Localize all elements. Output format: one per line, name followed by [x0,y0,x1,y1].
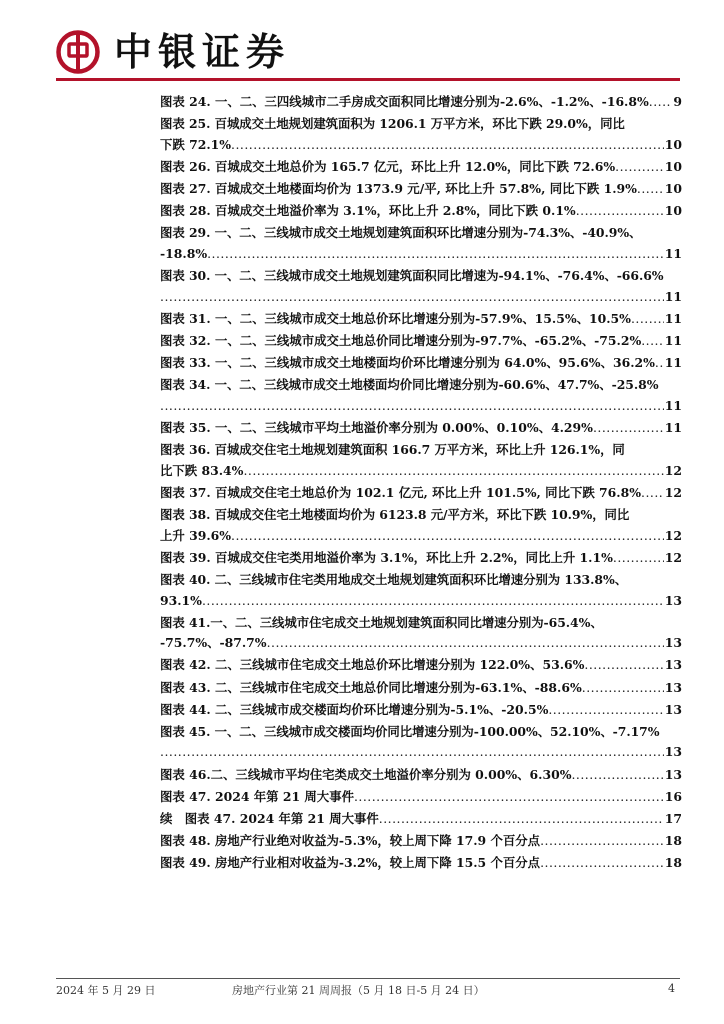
toc-entry[interactable] [160,157,682,178]
toc-entry-text: 图表 32. 一、二、三线城市成交土地总价同比增速分别为-97.7%、-65.2%、-75.2% [160,333,642,348]
toc-entry-text: 图表 35. 一、二、三线城市平均土地溢价率分别为 0.00%、0.10%、4.29% [160,420,593,436]
toc-entry-text: 图表 43. 二、三线城市住宅成交土地总价同比增速分别为-63.1%、-88.6% [160,679,582,695]
dot-leader [548,700,663,721]
toc-entry-text: 图表 33. 一、二、三线城市成交土地楼面均价环比增速分别为 64.0%、95.6%、36.2% [160,355,655,371]
toc-entry-line [160,331,682,352]
toc-entry-line [160,678,682,699]
toc-page-number: 10 [664,136,682,152]
toc-entry[interactable] [160,440,682,481]
toc-entry-line [160,700,682,721]
toc-entry[interactable] [160,700,682,721]
toc-page-number: 13 [664,635,682,651]
dot-leader [593,418,664,439]
toc-entry-text: 图表 46.二、三线城市平均住宅类成交土地溢价率分别为 0.00%、6.30% [160,766,572,782]
toc-entry[interactable] [160,331,682,352]
toc-entry-text: 图表 42. 二、三线城市住宅成交土地总价环比增速分别为 122.0%、53.6% [160,657,585,673]
toc-entry-line [160,591,682,612]
toc-entry-text: 图表 48. 房地产行业绝对收益为-5.3%，较上周下降 17.9 个百分点 [160,833,541,849]
footer-date: 2024 年 5 月 29 日 [56,984,156,997]
toc-page-number: 13 [664,701,682,717]
toc-entry-line [160,396,682,417]
toc-entry-line [160,548,682,569]
toc-entry[interactable] [160,613,682,654]
dot-leader [641,483,664,504]
toc-entry-text: 图表 25. 百城成交土地规划建筑面积为 1206.1 万平方米，环比下跌 29.0%，同比 [160,116,625,132]
toc-page-number: 12 [664,549,682,565]
dot-leader [582,678,664,699]
toc-entry[interactable] [160,831,682,852]
dot-leader [540,853,664,874]
toc-entry[interactable] [160,809,682,830]
toc-entry-text: 图表 41.一、二、三线城市住宅成交土地规划建筑面积同比增速分别为-65.4%、 [160,614,603,630]
toc-entry-text: -18.8% [160,245,208,261]
toc-page-number: 11 [664,355,682,371]
dot-leader [354,787,664,808]
toc-entry-text: 图表 24. 一、二、三四线城市二手房成交面积同比增速分别为-2.6%、-1.2%、-16.8% [160,94,649,109]
dot-leader [613,548,664,569]
toc-entry-text: 比下跌 83.4% [160,462,244,478]
toc-page-number: 13 [664,657,682,673]
dot-leader [615,157,664,178]
toc-entry[interactable] [160,787,682,808]
toc-page-number: 13 [664,744,682,760]
toc-entry[interactable] [160,92,682,113]
toc-entry-text: 图表 45. 一、二、三线城市成交楼面均价同比增速分别为-100.00%、52.10%、-7.17% [160,723,660,739]
toc-entry-text: 图表 27. 百城成交土地楼面均价为 1373.9 元/平, 环比上升 57.8%, 同比下跌 1.9% [160,181,637,197]
toc-entry-text: 图表 44. 二、三线城市成交楼面均价环比增速分别为-5.1%、-20.5% [160,701,549,717]
toc-entry-line [160,179,682,200]
toc-entry[interactable] [160,179,682,200]
toc-page-number: 9 [673,94,682,109]
toc-page-number: 11 [664,333,682,348]
toc-entry-text: 续 图表 47. 2024 年第 21 周大事件 [160,811,379,826]
toc-entry-text: 图表 39. 百城成交住宅类用地溢价率为 3.1%，环比上升 2.2%，同比上升 1.1% [160,549,613,565]
toc-entry-line [160,309,682,330]
toc-entry-text: 图表 38. 百城成交住宅土地楼面均价为 6123.8 元/平方米，环比下跌 10.9%，同比 [160,507,630,523]
toc-entry-line [160,201,682,222]
toc-entry[interactable] [160,548,682,569]
toc-entry-text: -75.7%、-87.7% [160,635,267,651]
table-of-figures [160,92,682,876]
dot-leader [655,353,664,374]
toc-entry-line [160,461,682,482]
toc-page-number: 10 [664,158,682,174]
toc-entry-line [160,287,682,308]
toc-page-number: 13 [664,592,682,608]
toc-entry-line [160,853,682,874]
dot-leader [267,633,664,654]
dot-leader [202,591,664,612]
toc-page-number: 13 [664,766,682,782]
dot-leader [379,809,664,830]
toc-page-number: 12 [664,527,682,543]
dot-leader [160,742,664,763]
dot-leader [243,461,663,482]
footer-report-title: 房地产行业第 21 周周报（5 月 18 日-5 月 24 日） [232,984,485,997]
toc-entry-text: 图表 29. 一、二、三线城市成交土地规划建筑面积环比增速分别为-74.3%、-40.9%、 [160,225,642,241]
brand-name: 中银证券 [114,30,291,74]
toc-entry-text: 图表 30. 一、二、三线城市成交土地规划建筑面积同比增速为-94.1%、-76.4%、-66.6% [160,268,664,284]
toc-entry-line [160,526,682,547]
toc-entry[interactable] [160,483,682,504]
dot-leader [649,92,673,113]
toc-entry-line [160,353,682,374]
toc-entry-text: 图表 40. 二、三线城市住宅类用地成交土地规划建筑面积环比增速分别为 133.8%、 [160,572,628,587]
toc-entry[interactable] [160,114,682,155]
toc-entry-text: 图表 36. 百城成交住宅土地规划建筑面积 166.7 万平方米，环比上升 126.1%，同 [160,442,625,458]
toc-page-number: 12 [664,484,682,500]
dot-leader [160,287,664,308]
toc-page-number: 11 [664,420,682,436]
toc-entry[interactable] [160,722,682,763]
toc-entry-text: 上升 39.6% [160,527,232,543]
toc-entry[interactable] [160,266,682,307]
toc-entry-text: 图表 49. 房地产行业相对收益为-3.2%，较上周下降 15.5 个百分点 [160,855,541,871]
dot-leader [540,831,664,852]
toc-entry[interactable] [160,505,682,546]
toc-entry[interactable] [160,655,682,676]
toc-entry[interactable] [160,375,682,416]
dot-leader [207,244,664,265]
toc-entry-text: 图表 37. 百城成交住宅土地总价为 102.1 亿元, 环比上升 101.5%, 同比下跌 76.8% [160,484,642,500]
toc-entry-text: 图表 31. 一、二、三线城市成交土地总价环比增速分别为-57.9%、15.5%、10.5% [160,310,631,326]
toc-page-number: 10 [664,203,682,219]
toc-entry[interactable] [160,309,682,330]
page-header [56,22,680,82]
toc-entry-line [160,418,682,439]
toc-page-number: 13 [664,679,682,695]
toc-entry[interactable] [160,853,682,874]
toc-page-number: 11 [664,310,682,326]
toc-entry[interactable] [160,570,682,611]
toc-entry[interactable] [160,678,682,699]
dot-leader [160,396,664,417]
toc-entry-line [160,765,682,786]
toc-entry-line [160,92,682,113]
toc-entry-text: 图表 26. 百城成交土地总价为 165.7 亿元，环比上升 12.0%，同比下跌 72.6% [160,158,616,174]
toc-entry-line [160,655,682,676]
toc-page-number: 11 [664,288,682,304]
toc-page-number: 18 [664,833,682,849]
dot-leader [584,655,663,676]
toc-page-number: 10 [664,181,682,197]
toc-page-number: 17 [664,811,682,826]
toc-entry[interactable] [160,765,682,786]
toc-page-number: 11 [664,245,682,261]
dot-leader [231,526,664,547]
toc-entry-text: 下跌 72.1% [160,136,232,152]
toc-page-number: 18 [664,855,682,871]
toc-entry-line [160,742,682,763]
toc-page-number: 16 [664,788,682,804]
toc-entry[interactable] [160,353,682,374]
toc-entry-line [160,787,682,808]
toc-page-number: 12 [664,462,682,478]
dot-leader [231,135,664,156]
header-rule [56,78,680,81]
toc-entry-text: 图表 47. 2024 年第 21 周大事件 [160,788,354,804]
footer-rule [56,978,680,979]
toc-entry-line [160,831,682,852]
toc-entry-line [160,809,682,830]
dot-leader [631,309,664,330]
toc-entry[interactable] [160,223,682,264]
toc-entry-text: 图表 28. 百城成交土地溢价率为 3.1%，环比上升 2.8%，同比下跌 0.1% [160,203,576,219]
toc-entry-text: 图表 34. 一、二、三线城市成交土地楼面均价同比增速分别为-60.6%、47.7%、-25.8% [160,377,659,393]
toc-entry-line [160,483,682,504]
toc-entry-line [160,135,682,156]
toc-entry-line [160,633,682,654]
dot-leader [637,179,664,200]
toc-page-number: 11 [664,397,682,413]
dot-leader [576,201,664,222]
toc-entry-line [160,244,682,265]
toc-entry[interactable] [160,201,682,222]
dot-leader [571,765,663,786]
bank-of-china-logo-icon [56,30,100,74]
toc-entry-text: 93.1% [160,592,202,608]
toc-entry[interactable] [160,418,682,439]
dot-leader [641,331,664,352]
toc-entry-line [160,157,682,178]
page-number: 4 [668,982,675,995]
